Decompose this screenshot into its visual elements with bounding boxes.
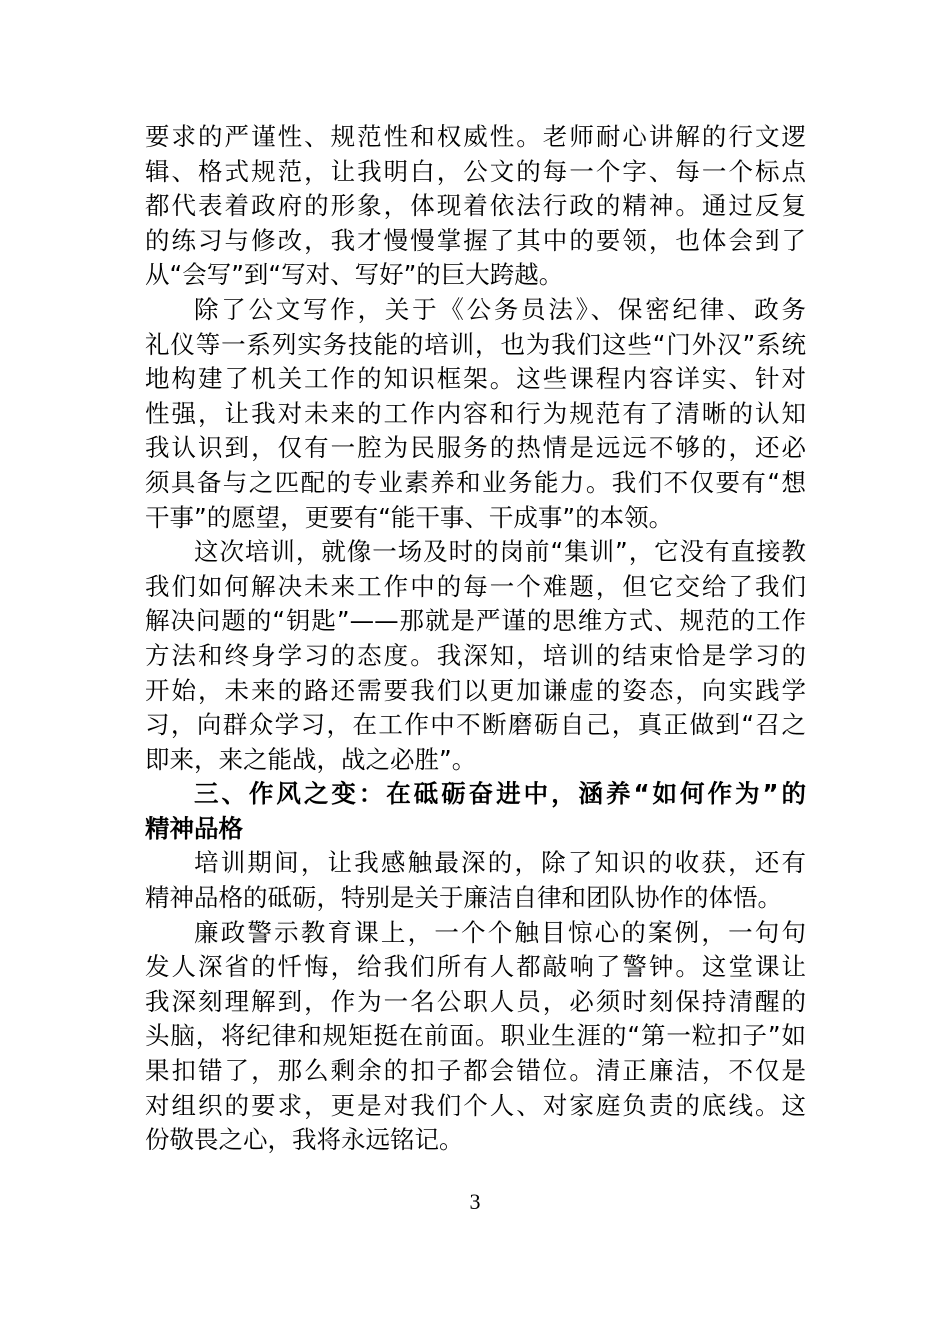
paragraph-line: 除了公文写作，关于《公务员法》、保密纪律、政务 bbox=[194, 294, 806, 324]
paragraph-line: 性强，让我对未来的工作内容和行为规范有了清晰的认知 bbox=[145, 398, 806, 428]
paragraph-line: 都代表着政府的形象，体现着依法行政的精神。通过反复 bbox=[145, 191, 806, 221]
paragraph-line: 这次培训，就像一场及时的岗前“集训”，它没有直接教 bbox=[194, 537, 806, 567]
paragraph-line: 即来，来之能战，战之必胜”。 bbox=[145, 744, 477, 774]
paragraph-line: 习，向群众学习，在工作中不断磨砺自己，真正做到“召之 bbox=[145, 710, 806, 740]
paragraph-line: 我深刻理解到，作为一名公职人员，必须时刻保持清醒的 bbox=[145, 986, 806, 1016]
paragraph-line: 须具备与之匹配的专业素养和业务能力。我们不仅要有“想 bbox=[145, 467, 806, 497]
paragraph-line: 从“会写”到“写对、写好”的巨大跨越。 bbox=[145, 260, 564, 290]
paragraph-line: 解决问题的“钥匙”——那就是严谨的思维方式、规范的工作 bbox=[145, 606, 806, 636]
paragraph-line: 精神品格的砥砺，特别是关于廉洁自律和团队协作的体悟。 bbox=[145, 883, 782, 913]
paragraph-line: 廉政警示教育课上，一个个触目惊心的案例，一句句 bbox=[194, 917, 806, 947]
paragraph-line: 要求的严谨性、规范性和权威性。老师耐心讲解的行文逻 bbox=[145, 122, 806, 151]
paragraph-line: 地构建了机关工作的知识框架。这些课程内容详实、针对 bbox=[145, 364, 806, 394]
paragraph-line: 培训期间，让我感触最深的，除了知识的收获，还有 bbox=[194, 848, 806, 878]
page-number: 3 bbox=[469, 1189, 481, 1214]
paragraph-line: 礼仪等一系列实务技能的培训，也为我们这些“门外汉”系统 bbox=[145, 329, 806, 359]
paragraph-line: 头脑，将纪律和规矩挺在前面。职业生涯的“第一粒扣子”如 bbox=[145, 1021, 806, 1051]
paragraph-line: 果扣错了，那么剩余的扣子都会错位。清正廉洁，不仅是 bbox=[145, 1056, 806, 1086]
paragraph-line: 发人深省的忏悔，给我们所有人都敲响了警钟。这堂课让 bbox=[145, 952, 806, 982]
paragraph-line: 干事”的愿望，更要有“能干事、干成事”的本领。 bbox=[145, 502, 674, 532]
section-heading-line: 三、作风之变：在砥砺奋进中，涵养“如何作为”的 bbox=[194, 779, 806, 809]
paragraph-line: 的练习与修改，我才慢慢掌握了其中的要领，也体会到了 bbox=[145, 225, 806, 255]
paragraph-line: 我认识到，仅有一腔为民服务的热情是远远不够的，还必 bbox=[145, 433, 806, 463]
paragraph-line: 我们如何解决未来工作中的每一个难题，但它交给了我们 bbox=[145, 571, 806, 601]
paragraph-line: 开始，未来的路还需要我们以更加谦虚的姿态，向实践学 bbox=[145, 675, 806, 705]
body-text bbox=[145, 120, 806, 1158]
paragraph-line: 辑、格式规范，让我明白，公文的每一个字、每一个标点 bbox=[145, 156, 806, 186]
paragraph-line: 份敬畏之心，我将永远铭记。 bbox=[145, 1125, 464, 1155]
section-heading-line: 精神品格 bbox=[145, 813, 243, 843]
paragraph-line: 方法和终身学习的态度。我深知，培训的结束恰是学习的 bbox=[145, 640, 806, 670]
paragraph-line: 对组织的要求，更是对我们个人、对家庭负责的底线。这 bbox=[145, 1090, 806, 1120]
